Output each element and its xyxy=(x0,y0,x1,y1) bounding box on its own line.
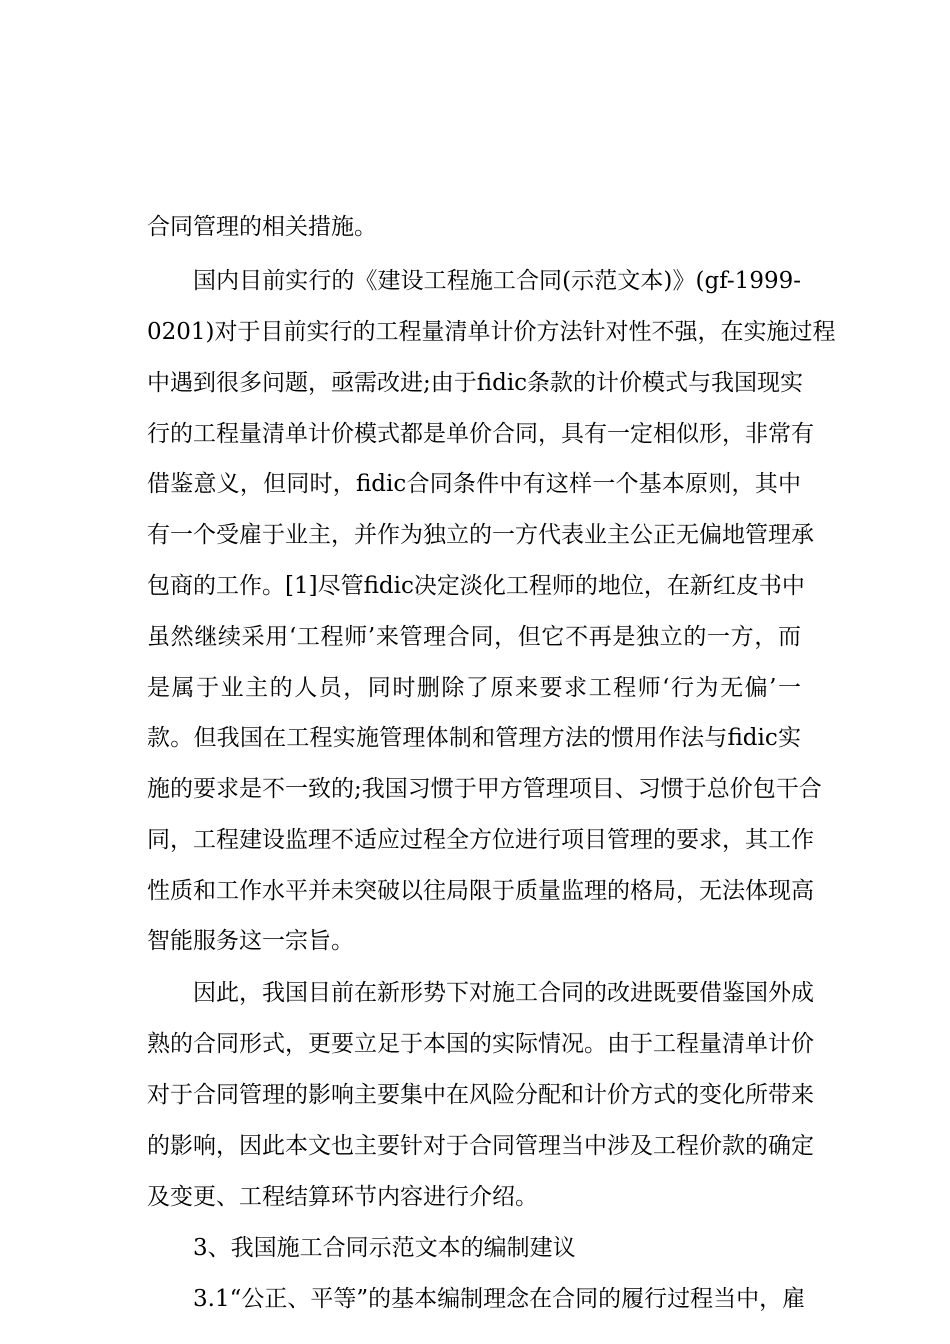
line-text: 中遇到很多问题，亟需改进;由于fidic条款的计价模式与我国现实 xyxy=(147,370,804,396)
line-text: 虽然继续采用‘工程师’来管理合同，但它不再是独立的一方，而 xyxy=(147,624,801,650)
line-text: 同，工程建设监理不适应过程全方位进行项目管理的要求，其工作 xyxy=(147,827,814,853)
line-text: 对于合同管理的影响主要集中在风险分配和计价方式的变化所带来 xyxy=(147,1082,814,1108)
line-text: 0201)对于目前实行的工程量清单计价方法针对性不强，在实施过程 xyxy=(147,319,836,345)
line-text: 国内目前实行的《建设工程施工合同(示范文本)》(gf-1999- xyxy=(193,268,801,294)
line-text: 施的要求是不一致的;我国习惯于甲方管理项目、习惯于总价包干合 xyxy=(147,776,822,802)
line-text: 是属于业主的人员，同时删除了原来要求工程师‘行为无偏’一 xyxy=(147,675,801,701)
line-text: 智能服务这一宗旨。 xyxy=(147,928,354,954)
line-text: 款。但我国在工程实施管理体制和管理方法的惯用作法与fidic实 xyxy=(147,725,801,751)
paragraph-line xyxy=(0,127,950,240)
line-text: 因此，我国目前在新形势下对施工合同的改进既要借鉴国外成 xyxy=(193,980,814,1006)
line-text: 及变更、工程结算环节内容进行介绍。 xyxy=(147,1184,538,1210)
line-text: 3.1“公正、平等”的基本编制理念在合同的履行过程当中，雇 xyxy=(193,1286,806,1312)
line-text: 3、我国施工合同示范文本的编制建议 xyxy=(193,1235,576,1261)
line-text: 性质和工作水平并未突破以往局限于质量监理的格局，无法体现高 xyxy=(147,878,814,904)
line-text: 熟的合同形式，更要立足于本国的实际情况。由于工程量清单计价 xyxy=(147,1031,814,1057)
line-text: 行的工程量清单计价模式都是单价合同，具有一定相似形，非常有 xyxy=(147,421,814,447)
line-text: 有一个受雇于业主，并作为独立的一方代表业主公正无偏地管理承 xyxy=(147,522,814,548)
line-text: 的影响，因此本文也主要针对于合同管理当中涉及工程价款的确定 xyxy=(147,1133,814,1159)
line-text: 包商的工作。[1]尽管fidic决定淡化工程师的地位，在新红皮书中 xyxy=(147,573,805,599)
line-text: 借鉴意义，但同时，fidic合同条件中有这样一个基本原则，其中 xyxy=(147,471,801,497)
line-text: 合同管理的相关措施。 xyxy=(147,214,377,240)
